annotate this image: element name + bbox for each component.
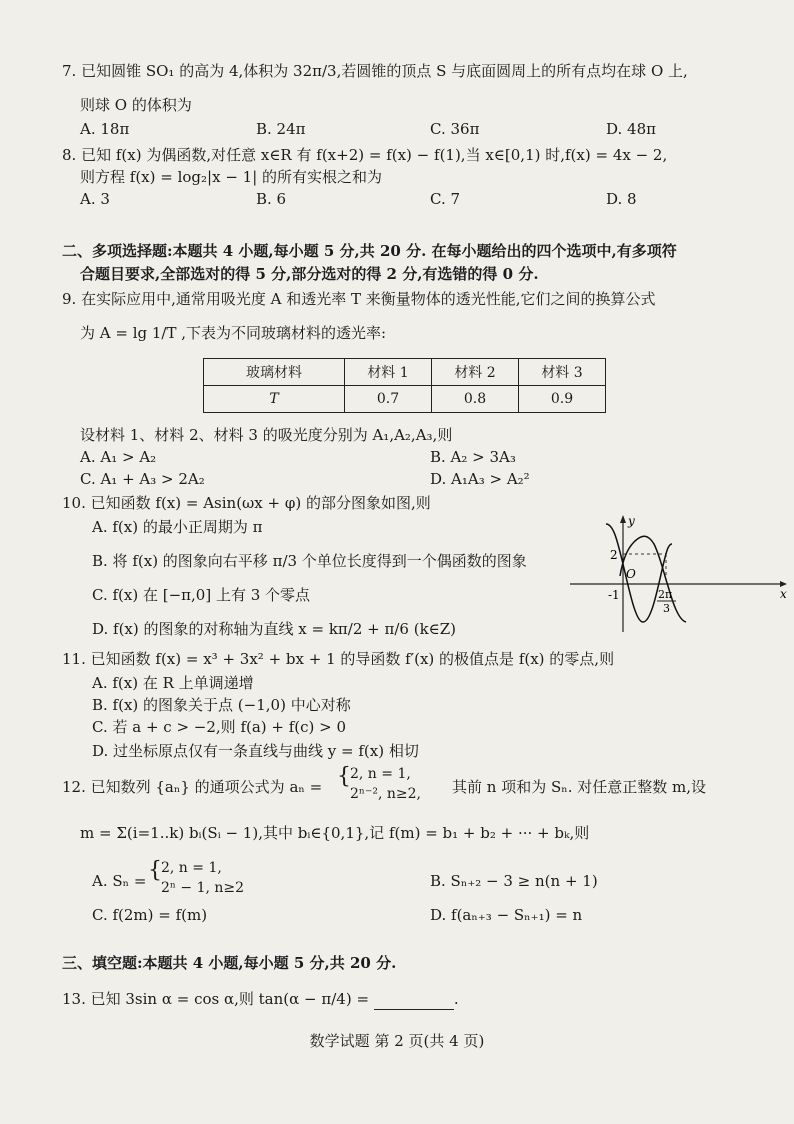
q7-option-a: A. 18π	[80, 120, 130, 138]
q12-stem-line2: m = Σ(i=1..k) bᵢ(Sᵢ − 1),其中 bᵢ∈{0,1},记 f(m) = b₁ + b₂ + ··· + bₖ,则	[80, 824, 590, 842]
q8-stem-line1: 8. 已知 f(x) 为偶函数,对任意 x∈R 有 f(x+2) = f(x) − f(1),当 x∈[0,1) 时,f(x) = 4x − 2,	[62, 146, 668, 164]
table-row	[204, 386, 606, 413]
q12-brace: {	[337, 764, 351, 789]
q12-option-b: B. Sₙ₊₂ − 3 ≥ n(n + 1)	[430, 872, 598, 890]
q9-option-d: D. A₁A₃ > A₂²	[430, 470, 530, 488]
q7-stem-line2: 则球 O 的体积为	[80, 96, 192, 114]
q12-option-a-brace: {	[148, 858, 162, 883]
q9-option-a: A. A₁ > A₂	[80, 448, 157, 466]
q11-stem-line1: 11. 已知函数 f(x) = x³ + 3x² + bx + 1 的导函数 f′(x) 的极值点是 f(x) 的零点,则	[62, 650, 615, 668]
x-axis-label: x	[780, 587, 787, 601]
section2-title-line2: 合题目要求,全部选对的得 5 分,部分选对的得 2 分,有选错的得 0 分.	[80, 265, 539, 283]
table-header-cell: 材料 3	[519, 359, 606, 386]
section3-title: 三、填空题:本题共 4 小题,每小题 5 分,共 20 分.	[62, 954, 397, 972]
q13-stem	[62, 988, 459, 1010]
page-footer: 数学试题 第 2 页(共 4 页)	[309, 1032, 485, 1050]
sine-graph-figure	[568, 514, 788, 634]
table-cell: 0.9	[519, 386, 606, 413]
table-header-row	[204, 359, 606, 386]
q10-stem-line1: 10. 已知函数 f(x) = Asin(ωx + φ) 的部分图象如图,则	[62, 494, 431, 512]
q11-option-c: C. 若 a + c > −2,则 f(a) + f(c) > 0	[92, 718, 347, 736]
q12-case-2: 2ⁿ⁻², n≥2,	[350, 786, 421, 802]
table-header-cell: 材料 2	[432, 359, 519, 386]
q12-option-d: D. f(aₙ₊₃ − Sₙ₊₁) = n	[430, 906, 583, 924]
q7-option-c: C. 36π	[430, 120, 480, 138]
q12-option-c: C. f(2m) = f(m)	[92, 906, 208, 924]
x-tick-numerator: 2π	[658, 588, 673, 601]
y-tick-label: 2	[610, 548, 618, 562]
table-cell: 0.8	[432, 386, 519, 413]
q9-option-c: C. A₁ + A₃ > 2A₂	[80, 470, 205, 488]
y-axis-label: y	[628, 514, 635, 528]
q9-stem-line1: 9. 在实际应用中,通常用吸光度 A 和透光率 T 来衡量物体的透光性能,它们之间的换算公式	[62, 290, 656, 308]
table-header-cell: 玻璃材料	[204, 359, 345, 386]
table-cell: T	[204, 386, 345, 413]
q7-stem-line1: 7. 已知圆锥 SO₁ 的高为 4,体积为 32π/3,若圆锥的顶点 S 与底面圆周上的所有点均在球 O 上,	[62, 62, 688, 80]
q13-answer-blank	[374, 993, 454, 1010]
q12-case-1: 2, n = 1,	[350, 766, 411, 782]
q12-option-a-label: A. Sₙ =	[92, 872, 147, 890]
q12-stem-line1-end: 其前 n 项和为 Sₙ. 对任意正整数 m,设	[452, 778, 707, 796]
q8-stem-line2: 则方程 f(x) = log₂|x − 1| 的所有实根之和为	[80, 168, 383, 186]
q9-option-b: B. A₂ > 3A₃	[430, 448, 516, 466]
table-cell: 0.7	[345, 386, 432, 413]
q10-option-c: C. f(x) 在 [−π,0] 上有 3 个零点	[92, 586, 311, 604]
q8-option-b: B. 6	[256, 190, 287, 208]
q11-option-d: D. 过坐标原点仅有一条直线与曲线 y = f(x) 相切	[92, 742, 419, 760]
q7-option-d: D. 48π	[606, 120, 656, 138]
q12-stem-line1-start: 12. 已知数列 {aₙ} 的通项公式为 aₙ =	[62, 778, 323, 796]
q11-option-a: A. f(x) 在 R 上单调递增	[92, 674, 254, 692]
q11-option-b: B. f(x) 的图象关于点 (−1,0) 中心对称	[92, 696, 351, 714]
q10-option-b: B. 将 f(x) 的图象向右平移 π/3 个单位长度得到一个偶函数的图象	[92, 552, 527, 570]
q9-stem-line2: 为 A = lg 1/T ,下表为不同玻璃材料的透光率:	[80, 324, 387, 342]
q12-option-a-case-2: 2ⁿ − 1, n≥2	[161, 880, 245, 896]
q8-option-c: C. 7	[430, 190, 461, 208]
y-axis-arrow-icon	[620, 515, 626, 523]
q13-stem-text: 13. 已知 3sin α = cos α,则 tan(α − π/4) =	[62, 990, 370, 1008]
q12-option-a-case-1: 2, n = 1,	[161, 860, 222, 876]
q8-option-d: D. 8	[606, 190, 637, 208]
q13-stem-end: .	[453, 990, 459, 1008]
q10-option-d: D. f(x) 的图象的对称轴为直线 x = kπ/2 + π/6 (k∈Z)	[92, 620, 457, 638]
q8-option-a: A. 3	[80, 190, 110, 208]
q9-stem-line3: 设材料 1、材料 2、材料 3 的吸光度分别为 A₁,A₂,A₃,则	[80, 426, 453, 444]
section2-title-line1: 二、多项选择题:本题共 4 小题,每小题 5 分,共 20 分. 在每小题给出的四个选项中,有多项符	[62, 242, 677, 260]
table-header-cell: 材料 1	[345, 359, 432, 386]
origin-label: O	[626, 567, 636, 581]
x-tick-denominator: 3	[663, 602, 670, 615]
q10-option-a: A. f(x) 的最小正周期为 π	[92, 518, 263, 536]
x-left-tick-label: -1	[608, 588, 620, 602]
q7-option-b: B. 24π	[256, 120, 306, 138]
transmittance-table	[203, 358, 606, 413]
